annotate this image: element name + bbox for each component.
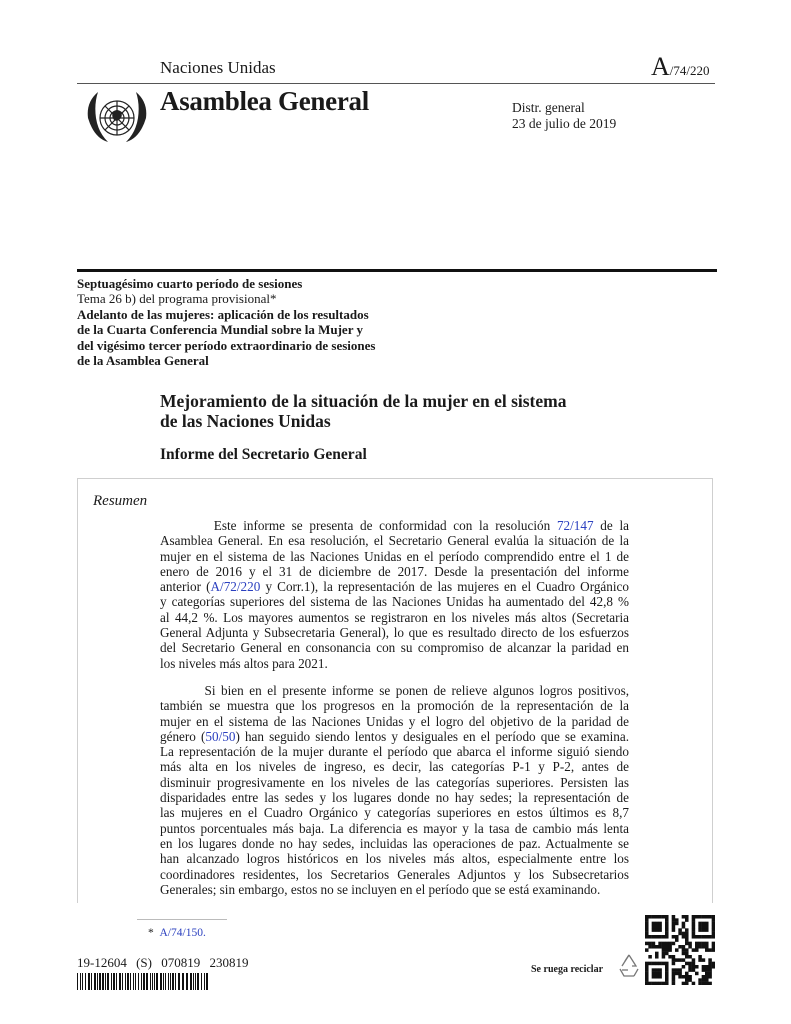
text-segment: género (	[160, 728, 206, 744]
text-line: puntos porcentuales más baja. La diferencia es mayor y la tasa de cambio más lenta	[160, 820, 629, 836]
text-line: General Adjunta y Subsecretaria General), lo que es resultado directo de los esfuerzos	[160, 625, 629, 641]
text-line: en los lugares donde no hay sedes, incluidas las operaciones de paz. Actualmente se	[160, 835, 629, 851]
agenda-topic-line: de la Cuarta Conferencia Mundial sobre la Mujer y	[77, 322, 363, 338]
text-segment: ) han seguido siendo lentos y desiguales en el período que se examina.	[235, 728, 629, 744]
resolution-link[interactable]: 72/147	[556, 518, 594, 533]
symbol-prefix: A	[651, 52, 670, 81]
text-line: han alcanzado logros históricos en los niveles más altos, especialmente entre los	[160, 851, 629, 867]
recycle-icon	[614, 951, 644, 981]
footnote-link[interactable]: A/74/150	[159, 927, 203, 939]
text-line: las mujeres en el Cuadro Orgánico y categorías superiores en estos últimos es 8,7	[160, 805, 629, 821]
session-name: Septuagésimo cuarto período de sesiones	[77, 276, 303, 291]
header-rule	[77, 83, 715, 84]
text-line: enero de 2016 y el 31 de diciembre de 2017. Desde la presentación del informe	[160, 563, 629, 579]
job-number: 19-12604 (S) 070819 230819	[77, 955, 249, 970]
text-line	[160, 579, 629, 594]
text-segment: y Corr.1), la representación de las mujeres en el Cuadro Orgánico	[260, 579, 629, 595]
agenda-topic-line: Adelanto de las mujeres: aplicación de los resultados	[77, 306, 369, 322]
report-type: Informe del Secretario General	[160, 446, 367, 463]
title-line: de las Naciones Unidas	[160, 411, 331, 431]
summary-paragraph-2	[160, 683, 629, 897]
report-link[interactable]: A/72/220	[210, 579, 261, 595]
summary-heading: Resumen	[93, 493, 148, 509]
text-line: disminuir progresivamente en los niveles de las categorías superiores. Persisten las	[160, 774, 629, 790]
parity-link[interactable]: 50/50	[205, 728, 236, 744]
text-line: mujer en el sistema de las Naciones Unidas en el período comprendido entre el 1 de	[160, 548, 629, 564]
text-line: mujer en el sistema de las Naciones Unidas y el logro del objetivo de la paridad de	[160, 713, 629, 729]
footnote-rule	[137, 919, 227, 920]
symbol-number: /74/220	[669, 63, 710, 78]
text-line: Generales; sin embargo, estos no se incluyen en el período que se está examinando.	[160, 881, 601, 897]
text-line: disparidades entre las sedes y los lugares donde no hay sedes; la representación de	[160, 790, 629, 806]
distribution-block	[512, 100, 616, 132]
text-line: del Secretario General en consonancia con su compromiso de alcanzar la paridad en	[160, 640, 629, 656]
org-name: Naciones Unidas	[160, 58, 276, 77]
document-symbol	[651, 52, 710, 82]
text-line: La representación de la mujer durante el período que abarca el informe siguió siendo	[160, 744, 629, 760]
text-line	[160, 683, 629, 698]
text-line	[160, 518, 629, 533]
footnote-mark: *	[148, 927, 154, 939]
text-line	[160, 729, 629, 744]
text-line: Asamblea General. En esa resolución, el Secretario General evalúa la situación de la	[160, 533, 629, 549]
text-segment: Si bien en el presente informe se ponen de relieve algunos logros positivos,	[204, 683, 629, 698]
text-line: también se muestra que los progresos en la promoción de la representación de la	[160, 698, 629, 714]
barcode-icon	[77, 973, 209, 990]
text-line: coordinadores residentes, los Secretarios Generales Adjuntos y los Subsecretarios	[160, 866, 629, 882]
text-line: y categorías superiores del sistema de las Naciones Unidas ha aumentado del 42,8 %	[160, 594, 629, 610]
text-line: más alta en los niveles de ingreso, es decir, las categorías P-1 y P-2, antes de	[160, 759, 629, 775]
agenda-block	[77, 276, 375, 368]
title-line: Mejoramiento de la situación de la mujer en el sistema	[160, 391, 567, 411]
agenda-topic-line: de la Asamblea General	[77, 353, 209, 369]
text-line: al 44,2 %. Los mayores aumentos se registraron en los niveles más altos (Secretaria	[160, 609, 629, 625]
text-line: los niveles más altos para 2021.	[160, 655, 328, 671]
text-segment: Este informe se presenta de conformidad con la resolución	[213, 518, 557, 533]
document-date: 23 de julio de 2019	[512, 116, 617, 131]
text-segment: anterior (	[160, 579, 211, 595]
footnote-period: .	[202, 927, 206, 939]
recycle-label: Se ruega reciclar	[531, 964, 604, 975]
summary-paragraph-1	[160, 518, 629, 671]
un-emblem-icon	[80, 88, 154, 158]
qr-code-icon	[645, 915, 715, 985]
footnote	[148, 927, 206, 939]
text-segment: de la	[593, 518, 629, 533]
agenda-item: Tema 26 b) del programa provisional*	[77, 291, 277, 307]
agenda-topic-line: del vigésimo tercer período extraordinario de sesiones	[77, 337, 376, 353]
section-rule	[77, 269, 717, 272]
document-title	[160, 391, 620, 431]
distribution-label: Distr. general	[512, 100, 585, 115]
body-title: Asamblea General	[160, 86, 369, 116]
